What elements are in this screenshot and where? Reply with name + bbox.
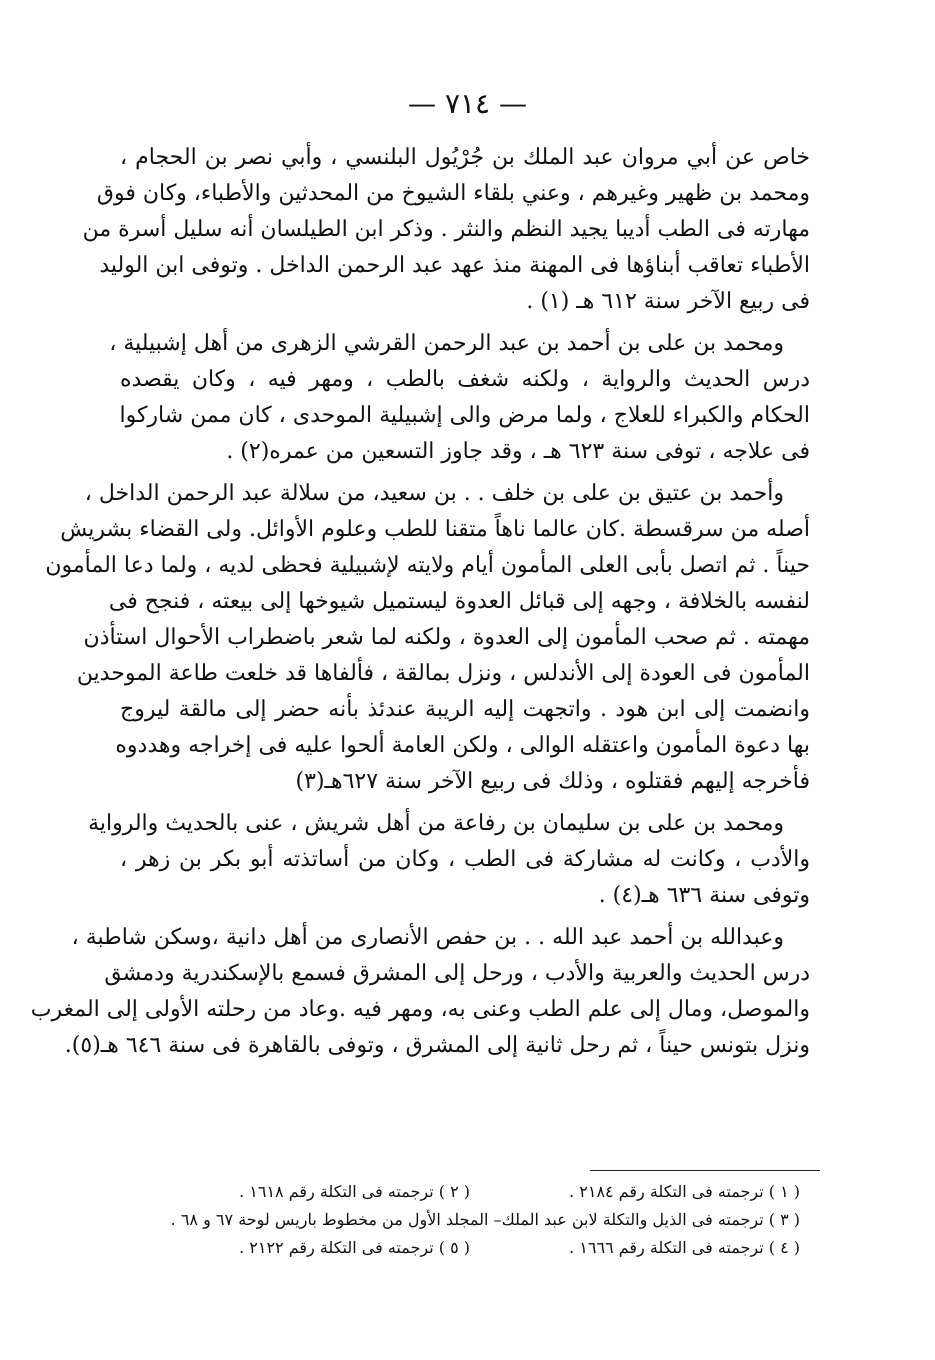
text-line: الأطباء تعاقب أبناؤها فى المهنة منذ عهد عبد الرحمن الداخل . وتوفى ابن الوليد <box>99 253 810 278</box>
text-line: خاص عن أبي مروان عبد الملك بن جُرْيُول البلنسي ، وأبي نصر بن الحجام ، <box>120 145 810 170</box>
text-line: درس الحديث والعربية والأدب ، ورحل إلى المشرق فسمع بالإسكندرية ودمشق <box>104 961 810 986</box>
text-line: بها دعوة المأمون واعتقله الوالى ، ولكن العامة ألحوا عليه فى إخراجه وهددوه <box>115 733 810 758</box>
footnote-3: ( ٣ ) ترجمته فى الذيل والتكلة لابن عبد الملك– المجلد الأول من مخطوط باريس لوحة ٦٧ و ٦٨ . <box>170 1210 800 1229</box>
text-line: فى ربيع الآخر سنة ٦١٢ هـ (١) . <box>526 289 810 314</box>
text-line: وتوفى سنة ٦٣٦ هـ(٤) . <box>598 883 810 908</box>
footnote-row <box>120 1234 810 1262</box>
footnote-1: ( ١ ) ترجمته فى التكلة رقم ٢١٨٤ . <box>569 1182 800 1201</box>
footnotes <box>120 1178 810 1262</box>
footnote-5: ( ٥ ) ترجمته فى التكلة رقم ٢١٢٢ . <box>239 1238 470 1257</box>
paragraph-1 <box>82 140 810 320</box>
text-line: حيناً . ثم اتصل بأبى العلى المأمون أيام ولايته لإشبيلية فحظى لديه ، ولما دعا المأمون <box>45 553 810 578</box>
page-number: — ٧١٤ — <box>408 87 527 120</box>
paragraph-3 <box>45 476 810 800</box>
text-line: وأحمد بن عتيق بن على بن خلف . . بن سعيد، من سلالة عبد الرحمن الداخل ، <box>84 481 784 506</box>
footnote-row <box>120 1178 810 1206</box>
text-line: درس الحديث والرواية ، ولكنه شغف بالطب ، ومهر فيه ، وكان يقصده <box>120 367 810 392</box>
text-line: ومحمد بن ظهير وغيرهم ، وعني بلقاء الشيوخ من المحدثين والأطباء، وكان فوق <box>96 181 810 206</box>
text-line: أصله من سرقسطة .كان عالما ناهاً متقنا للطب وعلوم الأوائل. ولى القضاء بشريش <box>60 517 810 542</box>
text-line: لنفسه بالخلافة ، وجهه إلى قبائل العدوة ليستميل شيوخها إلى بيعته ، فنجح فى <box>108 589 810 614</box>
text-line: ومحمد بن على بن أحمد بن عبد الرحمن القرشي الزهرى من أهل إشبيلية ، <box>109 331 784 356</box>
text-line: المأمون فى العودة إلى الأندلس ، ونزل بمالقة ، فألفاها قد خلعت طاعة الموحدين <box>76 661 810 686</box>
footnote-separator <box>590 1170 820 1171</box>
footnote-4: ( ٤ ) ترجمته فى التكلة رقم ١٦٦٦ . <box>569 1238 800 1257</box>
text-line: ومحمد بن على بن سليمان بن رفاعة من أهل شريش ، عنى بالحديث والرواية <box>88 811 784 836</box>
text-line: والموصل، ومال إلى علم الطب وعنى به، ومهر فيه .وعاد من رحلته الأولى إلى المغرب <box>30 997 810 1022</box>
text-line: وعبدالله بن أحمد عبد الله . . بن حفص الأنصارى من أهل دانية ،وسكن شاطبة ، <box>71 925 784 950</box>
text-line: ونزل بتونس حيناً ، ثم رحل ثانية إلى المشرق ، وتوفى بالقاهرة فى سنة ٦٤٦ هـ(٥). <box>64 1033 810 1058</box>
text-line: مهارته فى الطب أديبا يجيد النظم والنثر . وذكر ابن الطيلسان أنه سليل أسرة من <box>82 217 810 242</box>
footnote-2: ( ٢ ) ترجمته فى التكلة رقم ١٦١٨ . <box>239 1182 470 1201</box>
footnote-row <box>120 1206 810 1234</box>
text-line: الحكام والكبراء للعلاج ، ولما مرض والى إشبيلية الموحدى ، كان ممن شاركوا <box>119 403 810 428</box>
text-line: والأدب ، وكانت له مشاركة فى الطب ، وكان من أساتذته أبو بكر بن زهر ، <box>120 847 810 872</box>
paragraph-4 <box>88 806 810 914</box>
main-text <box>30 140 810 1070</box>
text-line: وانضمت إلى ابن هود . واتجهت إليه الريبة عندئذ بأنه حضر إلى مالقة ليروج <box>120 697 810 722</box>
paragraph-2 <box>109 326 810 470</box>
text-line: مهمته . ثم صحب المأمون إلى العدوة ، ولكنه لما شعر باضطراب الأحوال استأذن <box>83 625 810 650</box>
text-line: فأخرجه إليهم فقتلوه ، وذلك فى ربيع الآخر سنة ٦٢٧هـ(٣) <box>295 769 810 794</box>
text-line: فى علاجه ، توفى سنة ٦٢٣ هـ ، وقد جاوز التسعين من عمره(٢) . <box>226 439 810 464</box>
paragraph-5 <box>30 920 810 1064</box>
